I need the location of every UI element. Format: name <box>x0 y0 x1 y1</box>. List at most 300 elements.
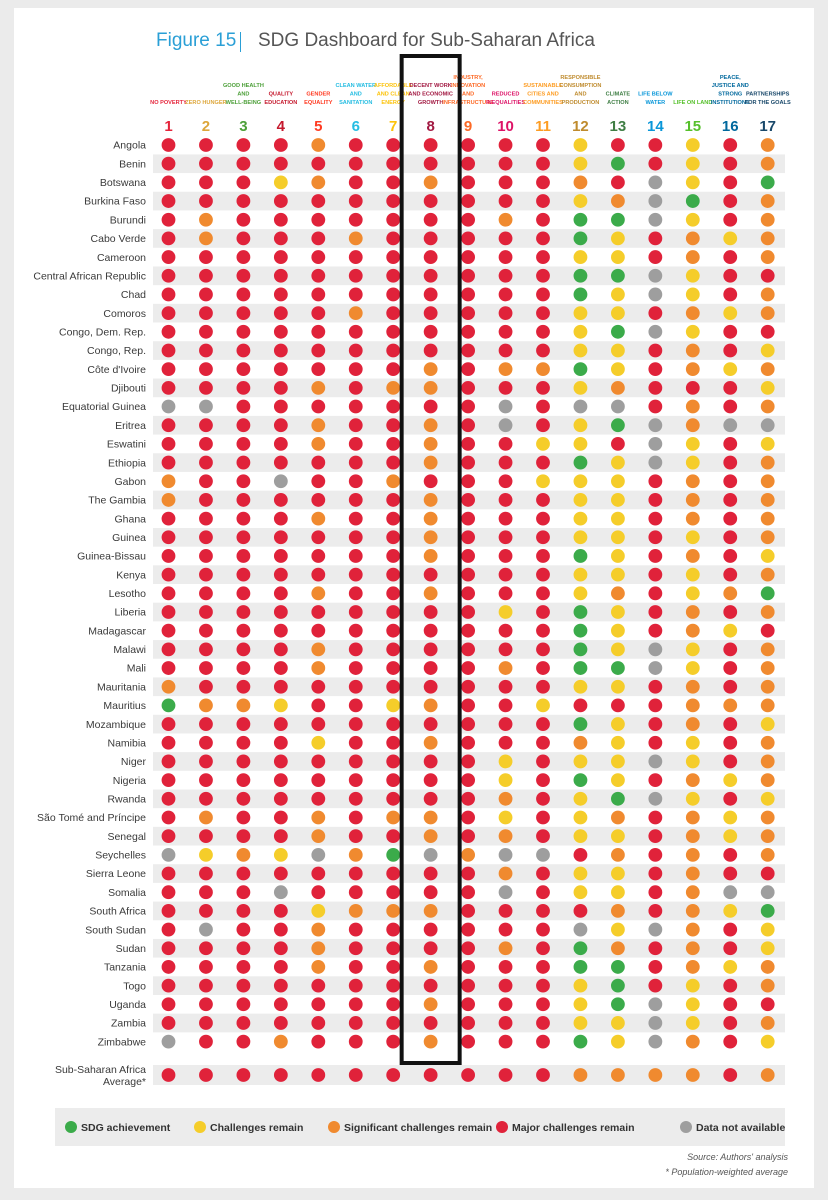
average-status-dot <box>648 1068 662 1082</box>
status-dot <box>611 213 625 227</box>
status-dot <box>723 661 737 675</box>
status-dot <box>237 1035 251 1049</box>
status-dot <box>162 811 176 825</box>
average-status-dot <box>386 1068 400 1082</box>
status-dot <box>199 736 213 750</box>
goal-name-line: PARTNERSHIPS <box>745 91 790 98</box>
status-dot <box>499 288 513 302</box>
status-dot <box>386 755 400 769</box>
status-dot <box>761 1016 775 1030</box>
status-dot <box>237 232 251 246</box>
goal-number-8: 8 <box>426 118 435 135</box>
status-dot <box>461 493 475 507</box>
status-dot <box>199 885 213 899</box>
country-label: Cameroon <box>96 251 146 264</box>
status-dot <box>311 418 325 432</box>
status-dot <box>199 680 213 694</box>
status-dot <box>237 680 251 694</box>
status-dot <box>199 306 213 320</box>
status-dot <box>386 250 400 264</box>
status-dot <box>199 213 213 227</box>
status-dot <box>424 848 438 862</box>
status-dot <box>686 661 700 675</box>
status-dot <box>574 325 588 339</box>
status-dot <box>386 549 400 563</box>
goal-name-line: CONSUMPTION <box>559 83 602 90</box>
country-label: Ghana <box>114 513 146 526</box>
goal-name-line: NO POVERTY <box>150 100 187 106</box>
status-dot <box>499 586 513 600</box>
status-dot <box>461 213 475 227</box>
country-label: South Africa <box>89 905 146 918</box>
status-dot <box>648 288 662 302</box>
status-dot <box>499 418 513 432</box>
goal-name-2 <box>185 100 226 106</box>
status-dot <box>237 493 251 507</box>
status-dot <box>386 997 400 1011</box>
status-dot <box>648 530 662 544</box>
status-dot <box>311 437 325 451</box>
status-dot <box>648 306 662 320</box>
status-dot <box>162 605 176 619</box>
status-dot <box>536 250 550 264</box>
status-dot <box>611 923 625 937</box>
status-dot <box>424 418 438 432</box>
status-dot <box>199 642 213 656</box>
status-dot <box>499 1016 513 1030</box>
country-label: Gabon <box>114 475 146 488</box>
status-dot <box>648 923 662 937</box>
status-dot <box>461 288 475 302</box>
status-dot <box>311 306 325 320</box>
goal-name-line: PRODUCTION <box>561 100 600 106</box>
status-dot <box>723 997 737 1011</box>
figure-label: Figure 15 <box>156 30 237 51</box>
status-dot <box>274 586 288 600</box>
goal-name-line: GOOD HEALTH <box>222 83 264 90</box>
status-dot <box>536 624 550 638</box>
status-dot <box>761 456 775 470</box>
status-dot <box>162 1035 176 1049</box>
status-dot <box>761 400 775 414</box>
status-dot <box>162 755 176 769</box>
status-dot <box>499 493 513 507</box>
status-dot <box>611 773 625 787</box>
status-dot <box>237 941 251 955</box>
status-dot <box>237 773 251 787</box>
status-dot <box>274 325 288 339</box>
status-dot <box>686 848 700 862</box>
status-dot <box>611 437 625 451</box>
status-dot <box>723 586 737 600</box>
status-dot <box>723 381 737 395</box>
status-dot <box>349 941 363 955</box>
status-dot <box>274 885 288 899</box>
status-dot <box>648 680 662 694</box>
status-dot <box>761 568 775 582</box>
status-dot <box>461 194 475 208</box>
average-status-dot <box>162 1068 176 1082</box>
status-dot <box>199 605 213 619</box>
status-dot <box>574 474 588 488</box>
status-dot <box>761 325 775 339</box>
status-dot <box>311 717 325 731</box>
status-dot <box>237 194 251 208</box>
status-dot <box>611 736 625 750</box>
status-dot <box>611 997 625 1011</box>
status-dot <box>162 493 176 507</box>
status-dot <box>574 213 588 227</box>
status-dot <box>499 400 513 414</box>
status-dot <box>648 175 662 189</box>
country-label: Mozambique <box>85 718 146 731</box>
status-dot <box>536 418 550 432</box>
status-dot <box>424 699 438 713</box>
status-dot <box>499 661 513 675</box>
status-dot <box>648 829 662 843</box>
status-dot <box>686 829 700 843</box>
status-dot <box>499 250 513 264</box>
status-dot <box>162 642 176 656</box>
status-dot <box>237 661 251 675</box>
status-dot <box>723 456 737 470</box>
status-dot <box>574 232 588 246</box>
status-dot <box>311 997 325 1011</box>
status-dot <box>311 530 325 544</box>
status-dot <box>349 232 363 246</box>
status-dot <box>499 474 513 488</box>
status-dot <box>274 699 288 713</box>
legend-swatch-orange <box>328 1121 340 1133</box>
status-dot <box>648 792 662 806</box>
status-dot <box>574 512 588 526</box>
status-dot <box>274 344 288 358</box>
status-dot <box>536 493 550 507</box>
status-dot <box>723 699 737 713</box>
status-dot <box>311 624 325 638</box>
status-dot <box>499 736 513 750</box>
status-dot <box>536 232 550 246</box>
status-dot <box>761 960 775 974</box>
status-dot <box>686 138 700 152</box>
status-dot <box>424 213 438 227</box>
status-dot <box>461 923 475 937</box>
status-dot <box>536 605 550 619</box>
status-dot <box>461 474 475 488</box>
country-label: Eritrea <box>115 419 146 432</box>
status-dot <box>237 699 251 713</box>
legend-swatch-red <box>496 1121 508 1133</box>
status-dot <box>536 885 550 899</box>
status-dot <box>461 773 475 787</box>
status-dot <box>237 923 251 937</box>
status-dot <box>162 250 176 264</box>
status-dot <box>461 549 475 563</box>
status-dot <box>648 437 662 451</box>
status-dot <box>424 1035 438 1049</box>
status-dot <box>237 848 251 862</box>
status-dot <box>723 642 737 656</box>
status-dot <box>311 1016 325 1030</box>
status-dot <box>761 699 775 713</box>
average-status-dot <box>611 1068 625 1082</box>
status-dot <box>349 979 363 993</box>
status-dot <box>349 530 363 544</box>
average-status-dot <box>761 1068 775 1082</box>
status-dot <box>686 624 700 638</box>
status-dot <box>237 269 251 283</box>
status-dot <box>686 288 700 302</box>
status-dot <box>611 400 625 414</box>
status-dot <box>424 941 438 955</box>
status-dot <box>686 325 700 339</box>
status-dot <box>237 138 251 152</box>
status-dot <box>199 624 213 638</box>
status-dot <box>274 437 288 451</box>
status-dot <box>536 456 550 470</box>
status-dot <box>237 175 251 189</box>
status-dot <box>574 736 588 750</box>
status-dot <box>162 362 176 376</box>
status-dot <box>311 362 325 376</box>
legend-label: Major challenges remain <box>512 1122 635 1134</box>
status-dot <box>461 232 475 246</box>
goal-name-line: INEQUALITIES <box>485 100 526 106</box>
status-dot <box>648 400 662 414</box>
status-dot <box>499 306 513 320</box>
status-dot <box>349 381 363 395</box>
country-label: South Sudan <box>85 924 146 937</box>
status-dot <box>574 717 588 731</box>
status-dot <box>536 381 550 395</box>
status-dot <box>162 530 176 544</box>
status-dot <box>162 194 176 208</box>
status-dot <box>648 811 662 825</box>
status-dot <box>237 512 251 526</box>
status-dot <box>199 530 213 544</box>
status-dot <box>686 717 700 731</box>
goal-name-line: AND <box>237 91 250 98</box>
status-dot <box>686 344 700 358</box>
status-dot <box>723 736 737 750</box>
status-dot <box>761 979 775 993</box>
goal-name-17 <box>745 92 791 106</box>
status-dot <box>311 232 325 246</box>
status-dot <box>536 941 550 955</box>
status-dot <box>761 811 775 825</box>
status-dot <box>199 549 213 563</box>
status-dot <box>536 755 550 769</box>
status-dot <box>424 512 438 526</box>
status-dot <box>237 344 251 358</box>
status-dot <box>686 680 700 694</box>
status-dot <box>611 157 625 171</box>
status-dot <box>274 811 288 825</box>
status-dot <box>349 997 363 1011</box>
status-dot <box>199 269 213 283</box>
status-dot <box>536 269 550 283</box>
status-dot <box>723 474 737 488</box>
status-dot <box>237 474 251 488</box>
status-dot <box>499 512 513 526</box>
goal-number-7: 7 <box>389 118 398 135</box>
status-dot <box>386 362 400 376</box>
status-dot <box>274 381 288 395</box>
status-dot <box>574 642 588 656</box>
legend-label: Challenges remain <box>210 1122 304 1134</box>
status-dot <box>424 194 438 208</box>
status-dot <box>611 811 625 825</box>
status-dot <box>536 811 550 825</box>
status-dot <box>499 138 513 152</box>
status-dot <box>424 923 438 937</box>
country-label: Somalia <box>108 886 146 899</box>
status-dot <box>574 269 588 283</box>
status-dot <box>761 344 775 358</box>
status-dot <box>199 1035 213 1049</box>
status-dot <box>424 250 438 264</box>
status-dot <box>499 157 513 171</box>
status-dot <box>162 773 176 787</box>
status-dot <box>574 586 588 600</box>
status-dot <box>424 549 438 563</box>
status-dot <box>574 829 588 843</box>
status-dot <box>686 456 700 470</box>
status-dot <box>199 923 213 937</box>
status-dot <box>611 979 625 993</box>
status-dot <box>424 138 438 152</box>
status-dot <box>761 624 775 638</box>
status-dot <box>386 157 400 171</box>
status-dot <box>199 848 213 862</box>
status-dot <box>162 381 176 395</box>
status-dot <box>761 474 775 488</box>
status-dot <box>386 605 400 619</box>
status-dot <box>311 605 325 619</box>
status-dot <box>386 699 400 713</box>
country-label: Angola <box>113 139 146 152</box>
average-status-dot <box>349 1068 363 1082</box>
status-dot <box>499 904 513 918</box>
country-label: Kenya <box>116 569 146 582</box>
status-dot <box>723 549 737 563</box>
status-dot <box>648 474 662 488</box>
status-dot <box>499 175 513 189</box>
status-dot <box>162 848 176 862</box>
status-dot <box>386 213 400 227</box>
status-dot <box>162 624 176 638</box>
status-dot <box>686 213 700 227</box>
goal-number-6: 6 <box>351 118 360 135</box>
status-dot <box>424 157 438 171</box>
status-dot <box>237 530 251 544</box>
status-dot <box>574 1016 588 1030</box>
status-dot <box>274 232 288 246</box>
goal-name-line: SUSTAINABLE <box>523 83 563 90</box>
status-dot <box>611 885 625 899</box>
status-dot <box>761 381 775 395</box>
status-dot <box>424 755 438 769</box>
average-status-dot <box>536 1068 550 1082</box>
status-dot <box>199 979 213 993</box>
figure-title: SDG Dashboard for Sub-Saharan Africa <box>258 30 595 51</box>
status-dot <box>461 642 475 656</box>
status-dot <box>274 979 288 993</box>
status-dot <box>536 680 550 694</box>
status-dot <box>274 250 288 264</box>
status-dot <box>611 474 625 488</box>
goal-name-line: EQUALITY <box>304 100 333 106</box>
status-dot <box>536 400 550 414</box>
status-dot <box>424 474 438 488</box>
status-dot <box>349 437 363 451</box>
status-dot <box>499 773 513 787</box>
status-dot <box>461 848 475 862</box>
status-dot <box>723 979 737 993</box>
status-dot <box>499 381 513 395</box>
legend-label: Significant challenges remain <box>344 1122 493 1134</box>
status-dot <box>499 642 513 656</box>
status-dot <box>311 381 325 395</box>
status-dot <box>648 941 662 955</box>
goal-name-line: GROWTH <box>417 100 444 106</box>
status-dot <box>349 792 363 806</box>
status-dot <box>311 175 325 189</box>
status-dot <box>162 175 176 189</box>
status-dot <box>761 941 775 955</box>
status-dot <box>686 418 700 432</box>
status-dot <box>723 848 737 862</box>
status-dot <box>311 904 325 918</box>
status-dot <box>162 549 176 563</box>
goal-name-10 <box>486 92 525 106</box>
status-dot <box>349 474 363 488</box>
status-dot <box>274 474 288 488</box>
status-dot <box>574 157 588 171</box>
country-label: Central African Republic <box>33 270 146 283</box>
status-dot <box>199 232 213 246</box>
country-label: Guinea <box>112 531 146 544</box>
status-dot <box>499 829 513 843</box>
status-dot <box>199 717 213 731</box>
status-dot <box>386 736 400 750</box>
status-dot <box>761 157 775 171</box>
country-label: Niger <box>120 756 146 769</box>
status-dot <box>461 736 475 750</box>
status-dot <box>536 512 550 526</box>
status-dot <box>199 362 213 376</box>
status-dot <box>536 829 550 843</box>
goal-name-line: INDUSTRY, <box>453 74 483 81</box>
status-dot <box>424 997 438 1011</box>
status-dot <box>274 157 288 171</box>
status-dot <box>311 773 325 787</box>
country-label: Guinea-Bissau <box>77 550 146 563</box>
status-dot <box>761 885 775 899</box>
status-dot <box>424 979 438 993</box>
status-dot <box>274 456 288 470</box>
status-dot <box>611 941 625 955</box>
status-dot <box>162 997 176 1011</box>
goal-number-2: 2 <box>201 118 211 135</box>
status-dot <box>199 997 213 1011</box>
status-dot <box>611 549 625 563</box>
status-dot <box>611 904 625 918</box>
status-dot <box>162 960 176 974</box>
status-dot <box>761 213 775 227</box>
goal-name-line: AND <box>462 91 475 98</box>
status-dot <box>648 904 662 918</box>
